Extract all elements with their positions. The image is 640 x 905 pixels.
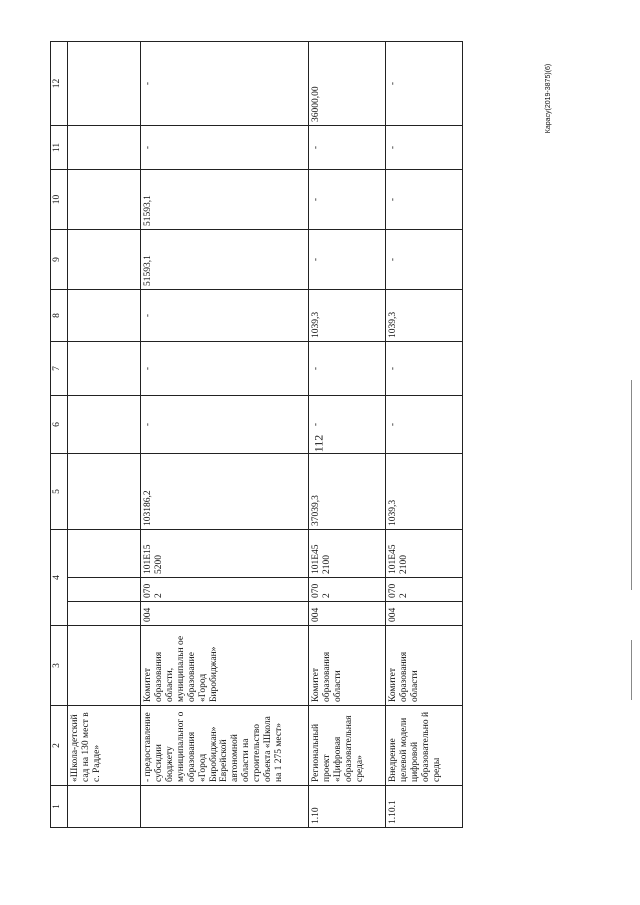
cell-col8: 1039,3 <box>386 289 463 341</box>
scan-edge-mark <box>631 640 632 700</box>
cell-col9 <box>68 229 141 289</box>
cell-code-a: 004 <box>386 602 463 626</box>
cell-name: «Школа-детский сад на 130 мест в с. Радде» <box>68 706 141 786</box>
cell-col6: - <box>309 395 386 453</box>
cell-code-a: 004 <box>141 602 309 626</box>
cell-code-a <box>68 602 141 626</box>
cell-col10: - <box>309 169 386 229</box>
cell-executor: Комитет образования области <box>309 626 386 706</box>
cell-col10: 51593,1 <box>141 169 309 229</box>
cell-col9: - <box>386 229 463 289</box>
cell-number <box>68 786 141 828</box>
scan-edge-mark <box>631 380 632 590</box>
cell-col7: - <box>386 341 463 395</box>
cell-col7: - <box>141 341 309 395</box>
header-col-7: 7 <box>51 341 68 395</box>
page-number: 112 <box>311 434 326 453</box>
budget-table <box>50 41 463 828</box>
cell-total <box>68 453 141 529</box>
cell-col12 <box>68 41 141 125</box>
cell-total: 103186,2 <box>141 453 309 529</box>
header-col-11: 11 <box>51 125 68 169</box>
cell-col10: - <box>386 169 463 229</box>
header-col-9: 9 <box>51 229 68 289</box>
cell-col12: - <box>386 41 463 125</box>
cell-col10 <box>68 169 141 229</box>
cell-code-c <box>68 529 141 577</box>
cell-number: 1.10 <box>309 786 386 828</box>
cell-col6: - <box>386 395 463 453</box>
header-col-10: 10 <box>51 169 68 229</box>
document-code: Карасу(2019-3875)(6) <box>545 63 553 134</box>
cell-col11 <box>68 125 141 169</box>
cell-col6: - <box>141 395 309 453</box>
cell-code-c: 101E45 2100 <box>386 529 463 577</box>
cell-col8: 1039,3 <box>309 289 386 341</box>
cell-total: 1039,3 <box>386 453 463 529</box>
cell-number: 1.10.1 <box>386 786 463 828</box>
table-row <box>309 41 386 827</box>
cell-code-c: 101E15 5200 <box>141 529 309 577</box>
cell-name: - предоставление субсидии бюджету муниципальног о образования «Город Биробиджан» Еврейской автономной области на строительство объекта «Школа на 1 275 мест» <box>141 706 309 786</box>
cell-col6 <box>68 395 141 453</box>
header-col-5: 5 <box>51 453 68 529</box>
cell-code-b <box>68 578 141 602</box>
cell-name: Региональный проект «Цифровая образовательная среда» <box>309 706 386 786</box>
header-col-6: 6 <box>51 395 68 453</box>
cell-code-b: 0702 <box>386 578 463 602</box>
cell-number <box>141 786 309 828</box>
cell-code-a: 004 <box>309 602 386 626</box>
cell-col7: - <box>309 341 386 395</box>
cell-col9: 51593,1 <box>141 229 309 289</box>
cell-col11: - <box>141 125 309 169</box>
cell-total: 37039,3 <box>309 453 386 529</box>
header-col-3: 3 <box>51 626 68 706</box>
cell-col8 <box>68 289 141 341</box>
cell-col7 <box>68 341 141 395</box>
cell-executor <box>68 626 141 706</box>
cell-executor: Комитет образования области <box>386 626 463 706</box>
cell-col11: - <box>386 125 463 169</box>
header-col-2: 2 <box>51 706 68 786</box>
cell-col8: - <box>141 289 309 341</box>
cell-col12: 36000,00 <box>309 41 386 125</box>
cell-col12: - <box>141 41 309 125</box>
cell-name: Внедрение целевой модели цифровой образовательно й среды <box>386 706 463 786</box>
header-col-8: 8 <box>51 289 68 341</box>
table-row <box>68 41 141 827</box>
header-col-12: 12 <box>51 41 68 125</box>
cell-col9: - <box>309 229 386 289</box>
cell-code-c: 101E45 2100 <box>309 529 386 577</box>
budget-table-container <box>50 42 553 828</box>
table-row <box>386 41 463 827</box>
cell-code-b: 0702 <box>309 578 386 602</box>
cell-executor: Комитет образования области, муниципальн ое образование «Город Биробиджан» <box>141 626 309 706</box>
table-row <box>141 41 309 827</box>
cell-col11: - <box>309 125 386 169</box>
header-row <box>51 41 68 827</box>
header-col-4: 4 <box>51 529 68 625</box>
cell-code-b: 0702 <box>141 578 309 602</box>
header-col-1: 1 <box>51 786 68 828</box>
